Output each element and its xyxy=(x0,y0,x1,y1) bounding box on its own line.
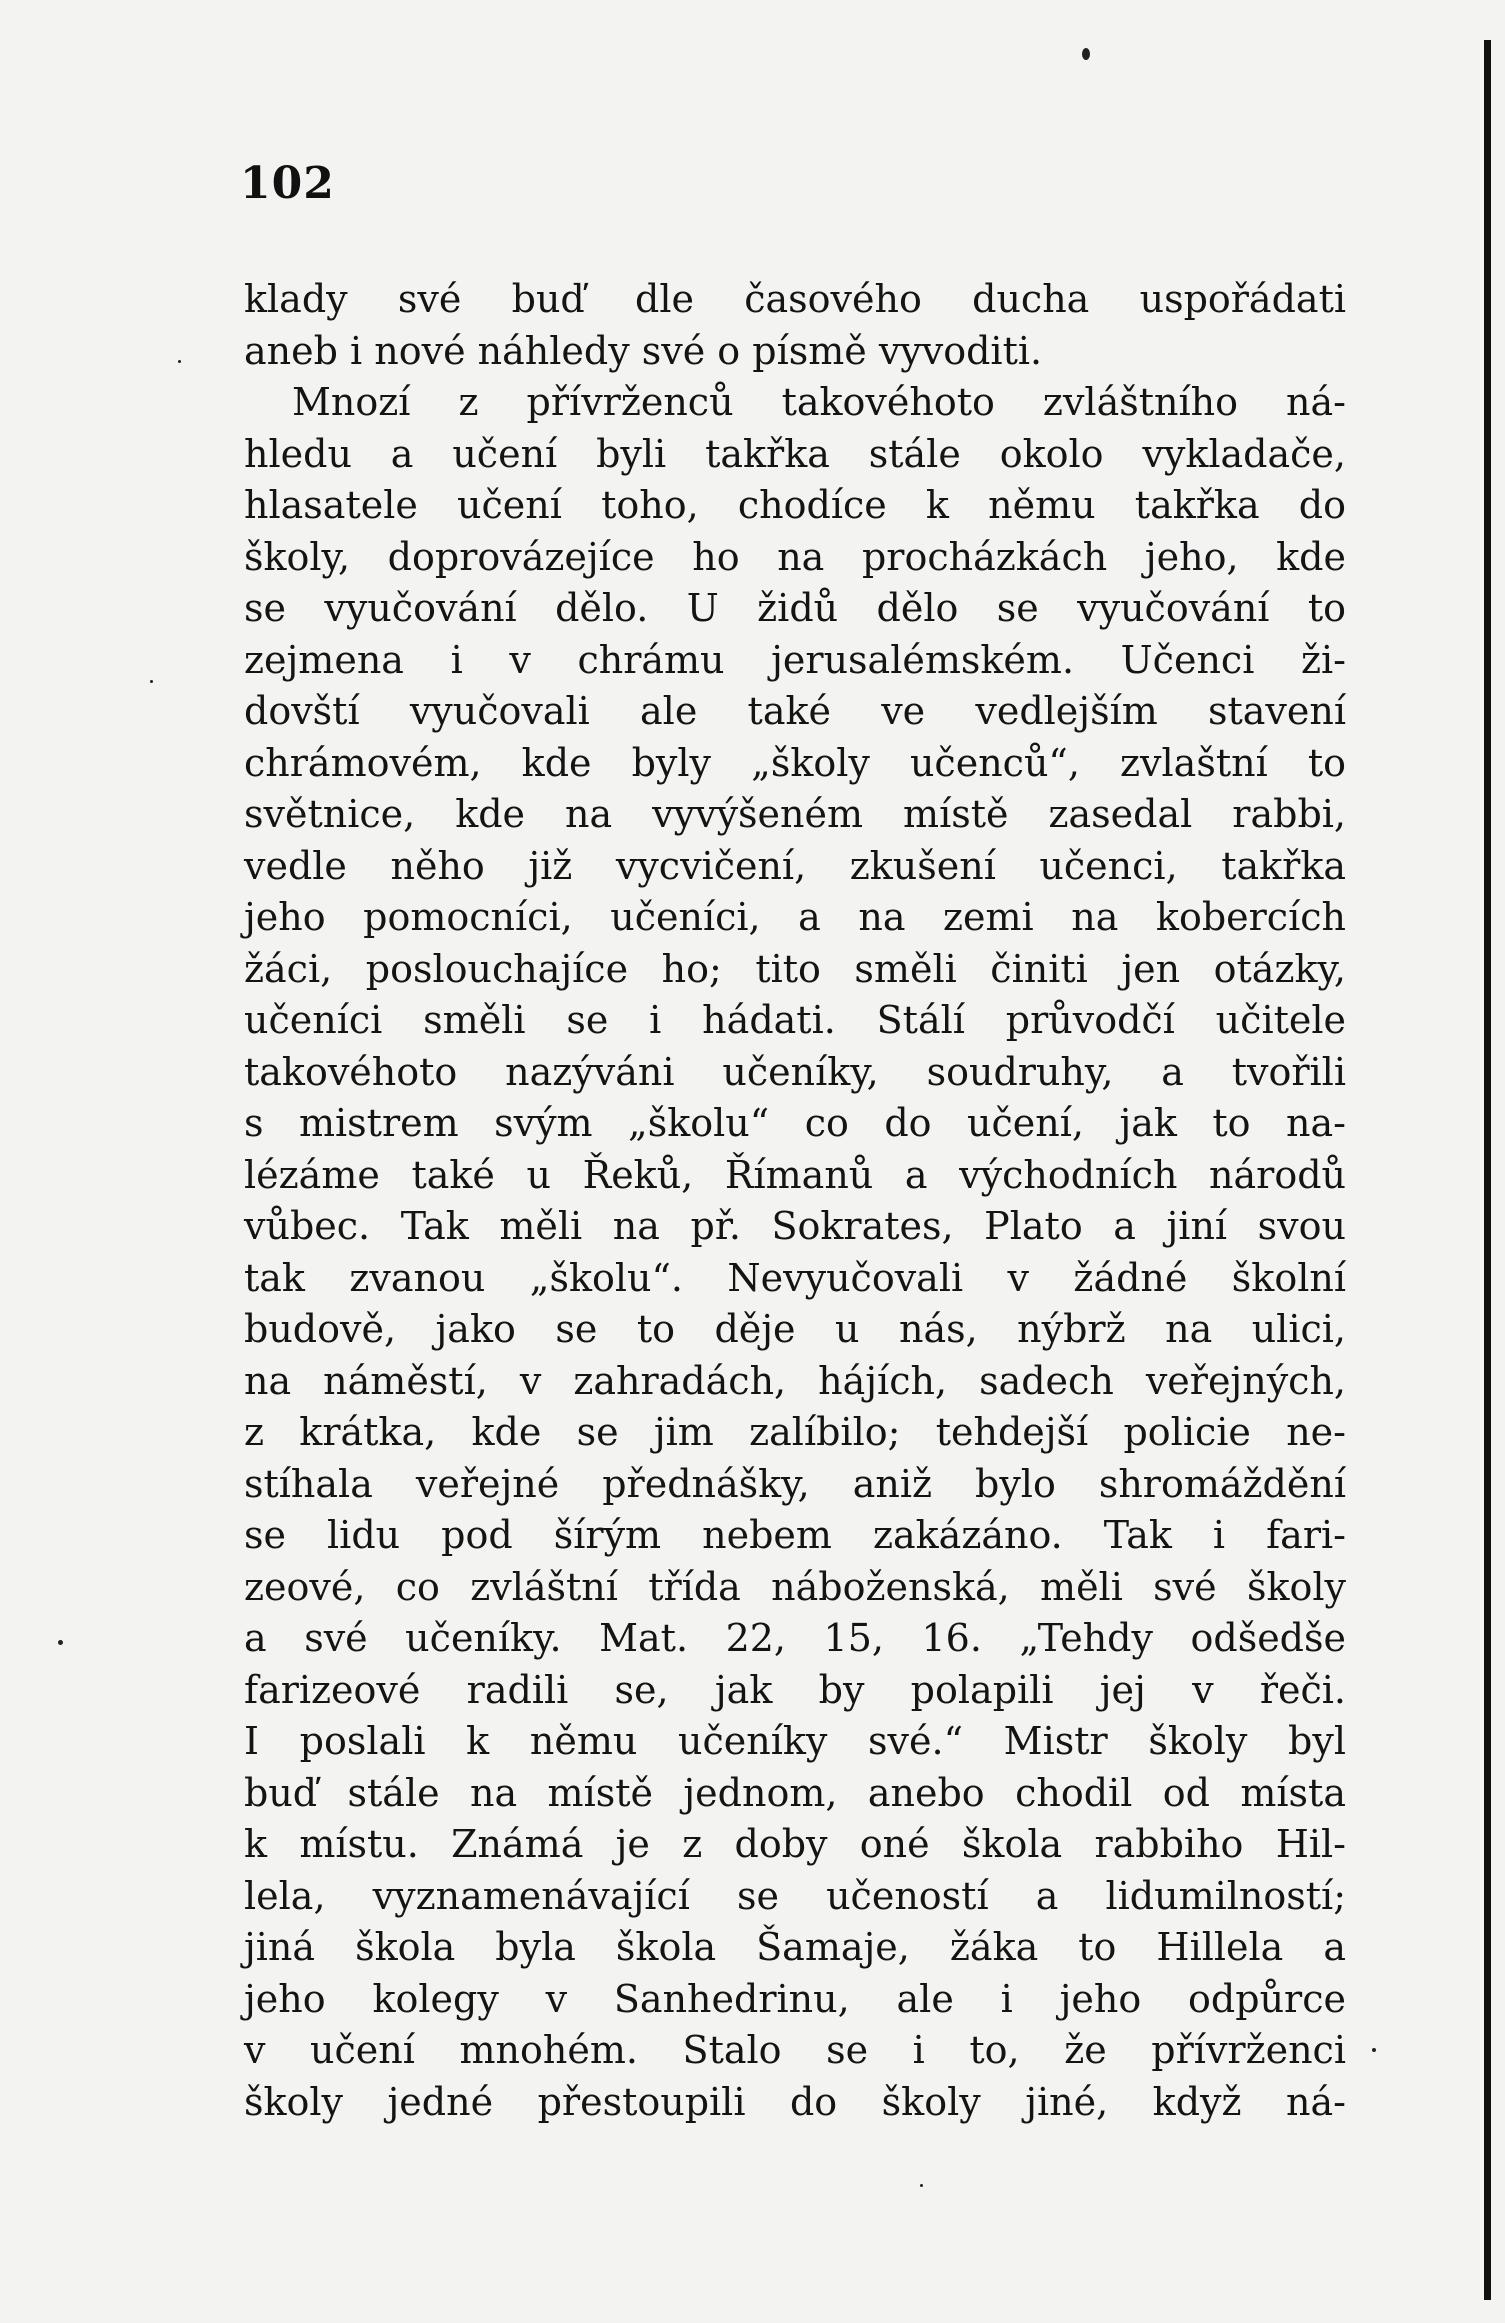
text-line: hledu a učení byli takřka stále okolo vykladače, xyxy=(244,431,1346,476)
text-line: na náměstí, v zahradách, hájích, sadech veřejných, xyxy=(244,1358,1346,1403)
text-line: školy jedné přestoupili do školy jiné, když ná- xyxy=(244,2079,1346,2124)
ink-speck xyxy=(1372,2048,1376,2052)
text-line: jeho pomocníci, učeníci, a na zemi na kobercích xyxy=(244,895,1346,939)
text-line-part: aneb i nové náhledy své o písmě vyvoditi. xyxy=(244,328,1043,373)
text-line: buď stále na místě jednom, anebo chodil od místa xyxy=(244,1770,1346,1815)
text-line: žáci, poslouchajíce ho; tito směli činiti jen otázky, xyxy=(244,946,1346,991)
text-line: učeníci směli se i hádati. Stálí průvodčí učitele xyxy=(244,998,1346,1042)
text-line: farizeové radili se, jak by polapili jej v řeči. xyxy=(244,1667,1346,1712)
text-line: dovští vyučovali ale také ve vedlejším stavení xyxy=(244,689,1346,733)
text-line: se vyučování dělo. U židů dělo se vyučování to xyxy=(244,586,1346,630)
text-line: I poslali k němu učeníky své.“ Mistr školy byl xyxy=(244,1719,1346,1763)
text-line: hlasatele učení toho, chodíce k němu takřka do xyxy=(244,483,1346,527)
text-line: vůbec. Tak měli na př. Sokrates, Plato a jiní svou xyxy=(244,1204,1346,1248)
text-line: školy, doprovázejíce ho na procházkách jeho, kde xyxy=(244,534,1346,579)
page-number: 102 xyxy=(240,158,335,209)
text-line: zejmena i v chrámu jerusalémském. Učenci ži- xyxy=(244,637,1346,682)
text-line: budově, jako se to děje u nás, nýbrž na ulici, xyxy=(244,1307,1346,1351)
ink-speck xyxy=(178,360,181,363)
text-line: s mistrem svým „školu“ co do učení, jak to na- xyxy=(244,1101,1346,1145)
text-line: zeové, co zvláštní třída náboženská, měli své školy xyxy=(244,1564,1346,1609)
text-line: chrámovém, kde byly „školy učenců“, zvlaštní to xyxy=(244,740,1346,785)
text-line: jeho kolegy v Sanhedrinu, ale i jeho odpůrce xyxy=(244,1976,1346,2021)
text-line: Mnozí z přívrženců takovéhoto zvláštního ná- xyxy=(292,380,1346,424)
text-line: k místu. Známá je z doby oné škola rabbiho Hil- xyxy=(244,1822,1346,1866)
text-line: se lidu pod šírým nebem zakázáno. Tak i fari- xyxy=(244,1513,1346,1557)
text-line: klady své buď dle časového ducha uspořádati xyxy=(244,277,1346,321)
text-line: tak zvanou „školu“. Nevyučovali v žádné školní xyxy=(244,1255,1346,1300)
text-line: světnice, kde na vyvýšeném místě zasedal rabbi, xyxy=(244,792,1346,836)
text-line: v učení mnohém. Stalo se i to, že přívrženci xyxy=(244,2028,1346,2072)
text-line: stíhala veřejné přednášky, aniž bylo shromáždění xyxy=(244,1461,1346,1506)
text-line: takovéhoto nazýváni učeníky, soudruhy, a tvořili xyxy=(244,1049,1346,1094)
text-line: jiná škola byla škola Šamaje, žáka to Hillela a xyxy=(244,1925,1346,1969)
text-line xyxy=(244,326,1346,378)
text-line: z krátka, kde se jim zalíbilo; tehdejší policie ne- xyxy=(244,1410,1346,1454)
text-line: lela, vyznamenávající se učeností a lidumilností; xyxy=(244,1873,1346,1918)
ink-speck xyxy=(58,1640,63,1645)
body-text xyxy=(244,274,1346,2128)
ink-speck xyxy=(1082,48,1090,60)
ink-speck xyxy=(920,2184,923,2187)
text-line: lézáme také u Řeků, Římanů a východních národů xyxy=(244,1152,1346,1197)
text-line: a své učeníky. Mat. 22, 15, 16. „Tehdy odšedše xyxy=(244,1616,1346,1660)
ink-speck xyxy=(150,680,153,683)
binding-shadow xyxy=(1484,40,1491,2300)
text-line: vedle něho již vycvičení, zkušení učenci, takřka xyxy=(244,843,1346,888)
